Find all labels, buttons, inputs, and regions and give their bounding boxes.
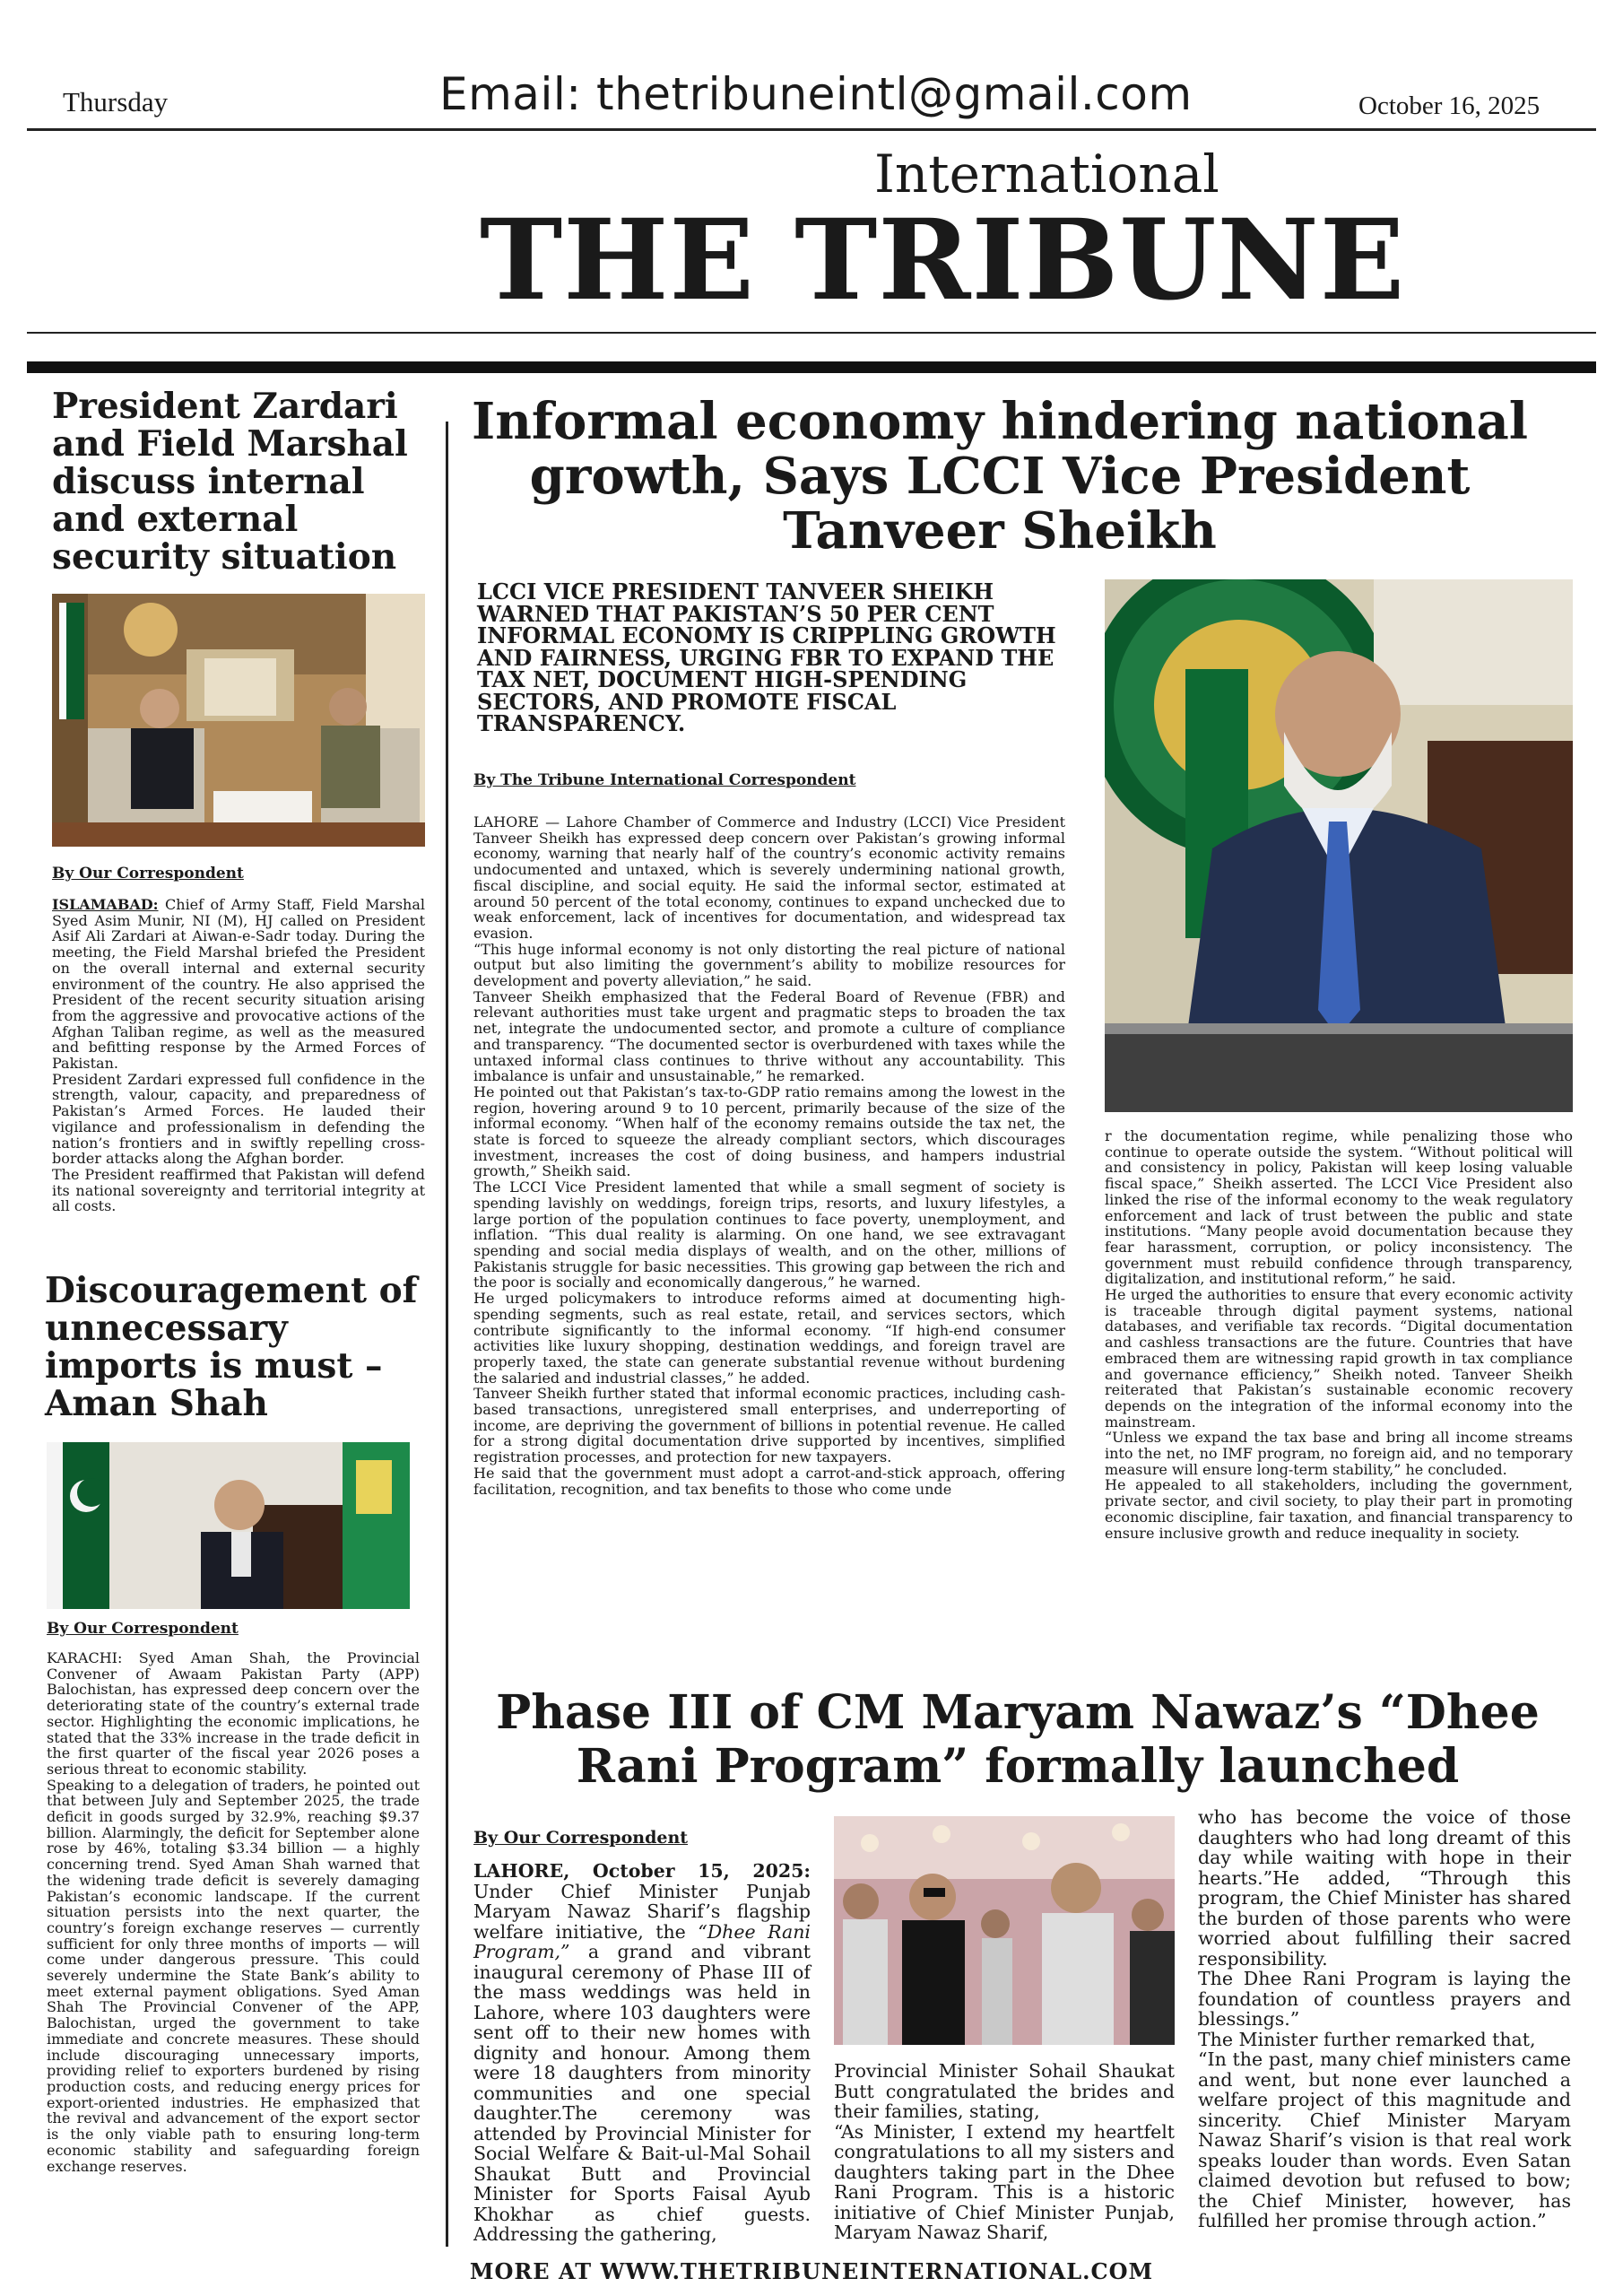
footer-website-link[interactable]: MORE AT WWW.THETRIBUNEINTERNATIONAL.COM: [469, 2258, 1154, 2284]
body-aman-shah: [47, 1650, 420, 2174]
headline-informal-economy: Informal economy hindering national growth, Says LCCI Vice President Tanveer Sheikh: [472, 392, 1528, 561]
dhee-rani-ceremony-photo: [834, 1816, 1175, 2045]
byline-informal-economy: By The Tribune International Correspondent: [473, 771, 856, 789]
para-dhee-6: The Minister further remarked that,: [1198, 2028, 1536, 2050]
para-zardari-2: President Zardari expressed full confidence in the strength, valour, capacity, and preparedness of Pakistan’s Armed Forces. He lauded their vigilance and professionalism in defending the nation’s frontiers and in swiftly repelling cross-border attacks along the Afghan border.: [52, 1070, 425, 1168]
para-dhee-2: Provincial Minister Sohail Shaukat Butt congratulated the brides and their families, stating,: [834, 2060, 1175, 2122]
masthead-subtitle: International: [874, 144, 1219, 204]
para-dhee-4: who has become the voice of those daughters who had long dreamt of this day while waiting with hope in their hearts.”He added, “Through this program, the Chief Minister has shared the burden of those parents who were worried about fulfilling their sacred responsibility.: [1198, 1806, 1571, 1970]
para-dhee-1b: a grand and vibrant inaugural ceremony of Phase III of the mass weddings was held in Lahore, where 103 daughters were sent off to their new homes with dignity and honour. Among them were 18 daughters from minority communities and one special daughter.The ceremony was attended by Provincial Minister for Social Welfare & Bait-ul-Mal Sohail Shaukat Butt and Provincial Minister for Sports Faisal Ayub Khokhar as chief guests. Addressing the gathering,: [473, 1941, 811, 2245]
president-meeting-photo: [52, 594, 425, 847]
byline-zardari: By Our Correspondent: [52, 865, 244, 883]
body-informal-economy-col1: [473, 814, 1065, 1497]
para-main-11: “Unless we expand the tax base and bring all income streams into the net, no IMF program, no foreign aid, and no temporary measure will ensure long-term stability,” he concluded.: [1105, 1429, 1573, 1478]
para-main-12: He appealed to all stakeholders, including the government, private sector, and civil society, to play their part in promoting economic discipline, fair taxation, and financial transparency to ensure inclusive growth and reduce inequality in society.: [1105, 1476, 1573, 1542]
para-main-8: He said that the government must adopt a carrot-and-stick approach, offering facilitation, recognition, and tax benefits to those who come unde: [473, 1464, 1065, 1498]
para-main-4: He pointed out that Pakistan’s tax-to-GDP ratio remains among the lowest in the region, hovering around 9 to 10 percent, primarily because of the size of the informal economy. “When half of the economy remains outside the tax net, the state is forced to squeeze the already compliant sectors, which discourages investment, increases the cost of doing business, and hampers industrial growth,” Sheikh said.: [473, 1083, 1065, 1180]
para-main-10: He urged the authorities to ensure that every economic activity is traceable through digital payment systems, national databases, and verifiable tax records. “Digital documentation and cashless transactions are the future. Countries that have embraced them are witnessing rapid growth in tax compliance and governance efficiency,” Sheikh noted. Tanveer Sheikh reiterated that Pakistan’s sustainable economic recovery depends on the integration of the informal economy into the mainstream.: [1105, 1286, 1573, 1431]
para-zardari-3: The President reaffirmed that Pakistan will defend its national sovereignty and territorial integrity at all costs.: [52, 1165, 425, 1215]
dateline-zardari: ISLAMABAD:: [52, 896, 159, 913]
dateline-dhee-rani: LAHORE, October 15, 2025:: [473, 1860, 811, 1882]
para-dhee-7: “In the past, many chief ministers came and went, but none ever launched a welfare project of this magnitude and sincerity. Chief Minister Maryam Nawaz Sharif’s vision is that real work speaks louder than words. Even Satan claimed devotion but refused to bow; the Chief Minister, however, has fulfilled her promise through action.”: [1198, 2048, 1571, 2231]
body-dhee-rani-col1: [473, 1861, 811, 2245]
headline-zardari: President Zardari and Field Marshal discuss internal and external security situation: [52, 386, 408, 578]
para-dhee-1-em: “Dhee Rani Program,”: [473, 1920, 811, 1962]
masthead-top-rule: [27, 128, 1596, 131]
para-main-5: The LCCI Vice President lamented that while a small segment of society is spending lavishly on weddings, foreign trips, resorts, and luxury lifestyles, a large portion of the population continues to face poverty, unemployment, and inflation. “This dual reality is alarming. On one hand, we see extravagant spending and social media displays of wealth, and on the other, millions of Pakistanis struggle for basic necessities. This growing gap between the rich and the poor is socially and economically dangerous,” he warned.: [473, 1178, 1065, 1292]
para-aman-shah-1: KARACHI: Syed Aman Shah, the Provincial Convener of Awaam Pakistan Party (APP) Balochistan, has expressed deep concern over the deteriorating state of the country’s external trade sector. Highlighting the economic implications, he stated that the 33% increase in the trade deficit in the first quarter of the fiscal year 2026 poses a serious threat to economic stability.: [47, 1649, 420, 1778]
aman-shah-photo: [47, 1442, 410, 1609]
masthead-day: Thursday: [63, 86, 169, 117]
headline-aman-shah: Discouragement of unnecessary imports is must – Aman Shah: [45, 1270, 418, 1424]
byline-aman-shah: By Our Correspondent: [47, 1620, 239, 1638]
para-main-9: r the documentation regime, while penalizing those who continue to operate outside the system. “Without political will and consistency in policy, Pakistan will keep losing valuable fiscal space,” Sheikh asserted. The LCCI Vice President also linked the rise of the informal economy to the weak regulatory enforcement and lack of trust between the public and state institutions. “Many people avoid documentation because they fear harassment, corruption, or policy inconsistency. The government must rebuild confidence through transparency, digitalization, and institutional reform,” he said.: [1105, 1127, 1573, 1288]
column-divider: [446, 422, 448, 2247]
para-main-7: Tanveer Sheikh further stated that informal economic practices, including cash-based transactions, unregistered small enterprises, and underreporting of income, are depriving the government of billions in potential revenue. He called for a strong digital documentation drive supported by incentives, simplified registration processes, and protection for new taxpayers.: [473, 1385, 1065, 1466]
para-main-6: He urged policymakers to introduce reforms aimed at documenting high-spending segments, such as real estate, retail, and services sectors, which contribute significantly to the informal economy. “If high-end consumer activities like luxury shopping, destination weddings, and foreign travel are properly taxed, the state can generate substantial revenue without burdening the salaried and industrial classes,” he added.: [473, 1290, 1065, 1387]
para-dhee-3: “As Minister, I extend my heartfelt congratulations to all my sisters and daughters taking part in the Dhee Rani Program. This is a historic initiative of Chief Minister Punjab, Maryam Nawaz Sharif,: [834, 2120, 1175, 2243]
para-dhee-1a: Under Chief Minister Punjab Maryam Nawaz Sharif’s flagship welfare initiative, the: [473, 1880, 811, 1943]
masthead-title: THE TRIBUNE: [480, 196, 1406, 326]
para-dhee-5: The Dhee Rani Program is laying the foundation of countless prayers and blessings.”: [1198, 1968, 1571, 2030]
para-main-3: Tanveer Sheikh emphasized that the Federal Board of Revenue (FBR) and relevant authorities must take urgent and pragmatic steps to broaden the tax net, integrate the undocumented sector, and promote a culture of compliance and transparency. “The documented sector is overburdened with taxes while the untaxed informal class continues to thrive without any accountability. This imbalance is unfair and unsustainable,” he remarked.: [473, 987, 1065, 1085]
masthead-date: October 16, 2025: [1358, 91, 1541, 120]
byline-dhee-rani: By Our Correspondent: [473, 1828, 689, 1848]
body-dhee-rani-col3: [1198, 1807, 1571, 2231]
para-zardari-1: Chief of Army Staff, Field Marshal Syed Asim Munir, NI (M), HJ called on President Asif Ali Zardari at Aiwan-e-Sadr today. During the meeting, the Field Marshal briefed the President on the overall internal and external security environment of the country. He also apprised the President of the recent security situation arising from the aggressive and provocative actions of the Afghan Taliban regime, as well as the measured and befitting response by the Armed Forces of Pakistan.: [52, 896, 425, 1073]
body-informal-economy-col2: [1105, 1128, 1573, 1541]
body-dhee-rani-col2: [834, 2061, 1175, 2243]
masthead-thick-rule: [27, 361, 1596, 373]
para-aman-shah-2: Speaking to a delegation of traders, he pointed out that between July and September 2025, the trade deficit in goods surged by 32.9%, reaching $9.37 billion. Alarmingly, the deficit for September alone rose by 46%, totaling $3.34 billion — a highly concerning trend. Syed Aman Shah warned that the widening trade deficit is severely damaging Pakistan’s economic landscape. If the current situation persists into the next quarter, the country’s foreign exchange reserves — currently sufficient for only three months of imports — will come under dangerous pressure. This could severely undermine the State Bank’s ability to meet external payment obligations. Syed Aman Shah The Provincial Convener of the APP, Balochistan, urged the government to take immediate and concrete measures. These should include discouraging unnecessary imports, providing relief to exporters burdened by rising production costs, and reducing energy prices for export-oriented industries. He emphasized that the revival and advancement of the export sector is the only viable path to ensuring long-term economic stability and safeguarding foreign exchange reserves.: [47, 1776, 420, 2175]
deck-informal-economy: LCCI VICE PRESIDENT TANVEER SHEIKH WARNED THAT PAKISTAN’S 50 PER CENT INFORMAL ECONOMY IS CRIPPLING GROWTH AND FAIRNESS, URGING FBR TO EXPAND THE TAX NET, DOCUMENT HIGH-SPENDING SECTORS, AND PROMOTE FISCAL TRANSPARENCY.: [477, 578, 1056, 736]
masthead-thin-rule: [27, 332, 1596, 334]
para-main-2: “This huge informal economy is not only distorting the real picture of national output but also limiting the government’s ability to mobilize resources for development and poverty alleviation,” he said.: [473, 940, 1065, 990]
headline-dhee-rani: Phase III of CM Maryam Nawaz’s “Dhee Rani Program” formally launched: [496, 1685, 1540, 1794]
para-main-1: LAHORE — Lahore Chamber of Commerce and Industry (LCCI) Vice President Tanveer Sheikh has expressed deep concern over Pakistan’s growing informal economy, warning that nearly half of the country’s economic activity remains undocumented and untaxed, which is severely undermining national growth, fiscal discipline, and social equity. He said the informal sector, estimated at around 50 percent of the total economy, continues to expand unchecked due to weak enforcement, lack of incentives for documentation, and widespread tax evasion.: [473, 813, 1065, 942]
tanveer-sheikh-photo: [1105, 579, 1573, 1112]
body-zardari: [52, 897, 425, 1214]
masthead-email[interactable]: Email: thetribuneintl@gmail.com: [439, 68, 1193, 120]
